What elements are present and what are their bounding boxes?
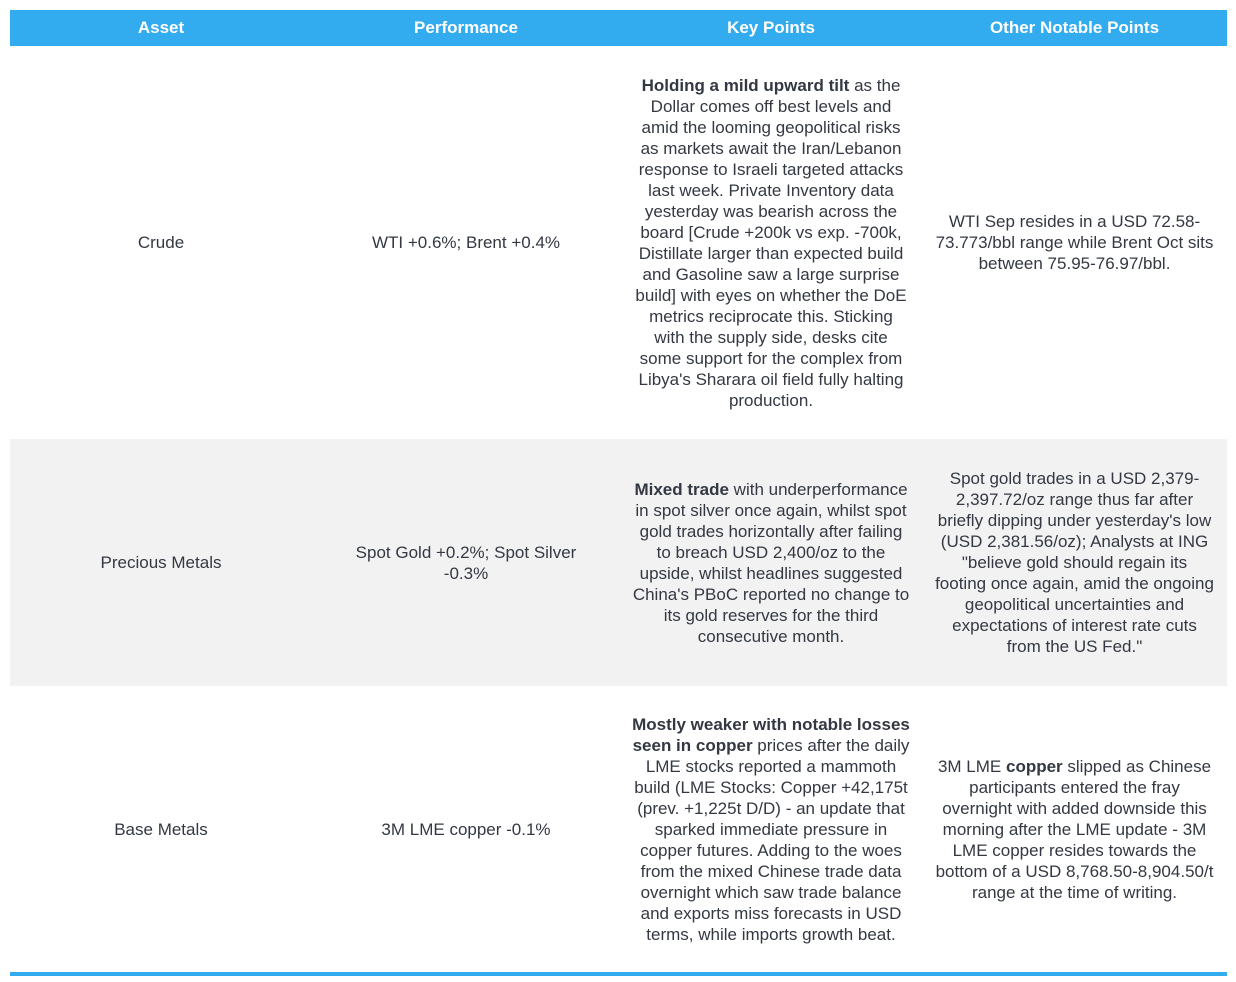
header-asset: Asset bbox=[137, 18, 185, 37]
header-other-notable-points: Other Notable Points bbox=[989, 18, 1160, 37]
other-points-highlight: copper bbox=[1005, 756, 1063, 776]
table-row-base-metals bbox=[10, 686, 1227, 972]
performance-cell: Spot Gold +0.2%; Spot Silver -0.3% bbox=[355, 542, 577, 583]
table-row-precious-metals bbox=[10, 439, 1227, 686]
performance-cell: 3M LME copper -0.1% bbox=[381, 819, 551, 839]
asset-cell: Precious Metals bbox=[100, 553, 222, 572]
key-points-cell bbox=[620, 686, 922, 972]
other-points-text: WTI Sep resides in a USD 72.58-73.773/bbl range while Brent Oct sits between 75.95-76.97/bbl. bbox=[935, 212, 1214, 273]
header-performance: Performance bbox=[414, 18, 518, 37]
header-key-points: Key Points bbox=[727, 18, 815, 37]
asset-cell: Crude bbox=[137, 233, 185, 252]
other-points-text-post: slipped as Chinese participants entered the fray overnight with added downside this morning after the LME update - 3M LME copper resides towards the bottom of a USD 8,768.50-8,904.50/t range at the time of writing. bbox=[935, 756, 1214, 902]
key-points-text: with underperformance in spot silver once again, whilst spot gold trades horizontally after failing to breach USD 2,400/oz to the upside, whilst headlines suggested China's PBoC reported no change to its gold reserves for the third consecutive month. bbox=[632, 479, 910, 646]
key-points-text: as the Dollar comes off best levels and amid the looming geopolitical risks as markets await the Iran/Lebanon response to Israeli targeted attacks last week. Private Inventory data yesterday was bearish across the board [Crude +200k vs exp. -700k, Distillate larger than expected build and Gasoline saw a large surprise build] with eyes on whether the DoE metrics reciprocate this. Sticking with the supply side, desks cite some support for the complex from Libya's Sharara oil field fully halting production. bbox=[635, 75, 907, 410]
table-bottom-border bbox=[10, 972, 1227, 976]
other-points-cell bbox=[922, 439, 1227, 686]
key-points-highlight: Mixed trade bbox=[634, 479, 729, 499]
asset-cell: Base Metals bbox=[114, 819, 208, 839]
table-row-crude bbox=[10, 46, 1227, 439]
other-points-cell bbox=[922, 46, 1227, 439]
key-points-cell bbox=[620, 439, 922, 686]
key-points-cell bbox=[620, 46, 922, 439]
table-header bbox=[10, 10, 1227, 46]
other-points-text-pre: 3M LME bbox=[937, 756, 1006, 776]
performance-cell: WTI +0.6%; Brent +0.4% bbox=[371, 233, 561, 252]
other-points-text: Spot gold trades in a USD 2,379-2,397.72/oz range thus far after briefly dipping under yesterday's low (USD 2,381.56/oz); Analysts at ING "believe gold should regain its footing once again, amid the ongoing geopolitical uncertainties and expectations of interest rate cuts from the US Fed." bbox=[935, 469, 1214, 656]
other-points-cell bbox=[922, 686, 1227, 972]
commodities-table bbox=[10, 10, 1227, 972]
key-points-text: prices after the daily LME stocks reported a mammoth build (LME Stocks: Copper +42,175t (prev. +1,225t D/D) - an update that sparked immediate pressure in copper futures. Adding to the woes from the mixed Chinese trade data overnight which saw trade balance and exports miss forecasts in USD terms, while imports growth beat. bbox=[634, 735, 910, 944]
key-points-highlight: Mostly weaker with notable losses seen in copper bbox=[632, 714, 910, 755]
key-points-highlight: Holding a mild upward tilt bbox=[641, 75, 850, 95]
